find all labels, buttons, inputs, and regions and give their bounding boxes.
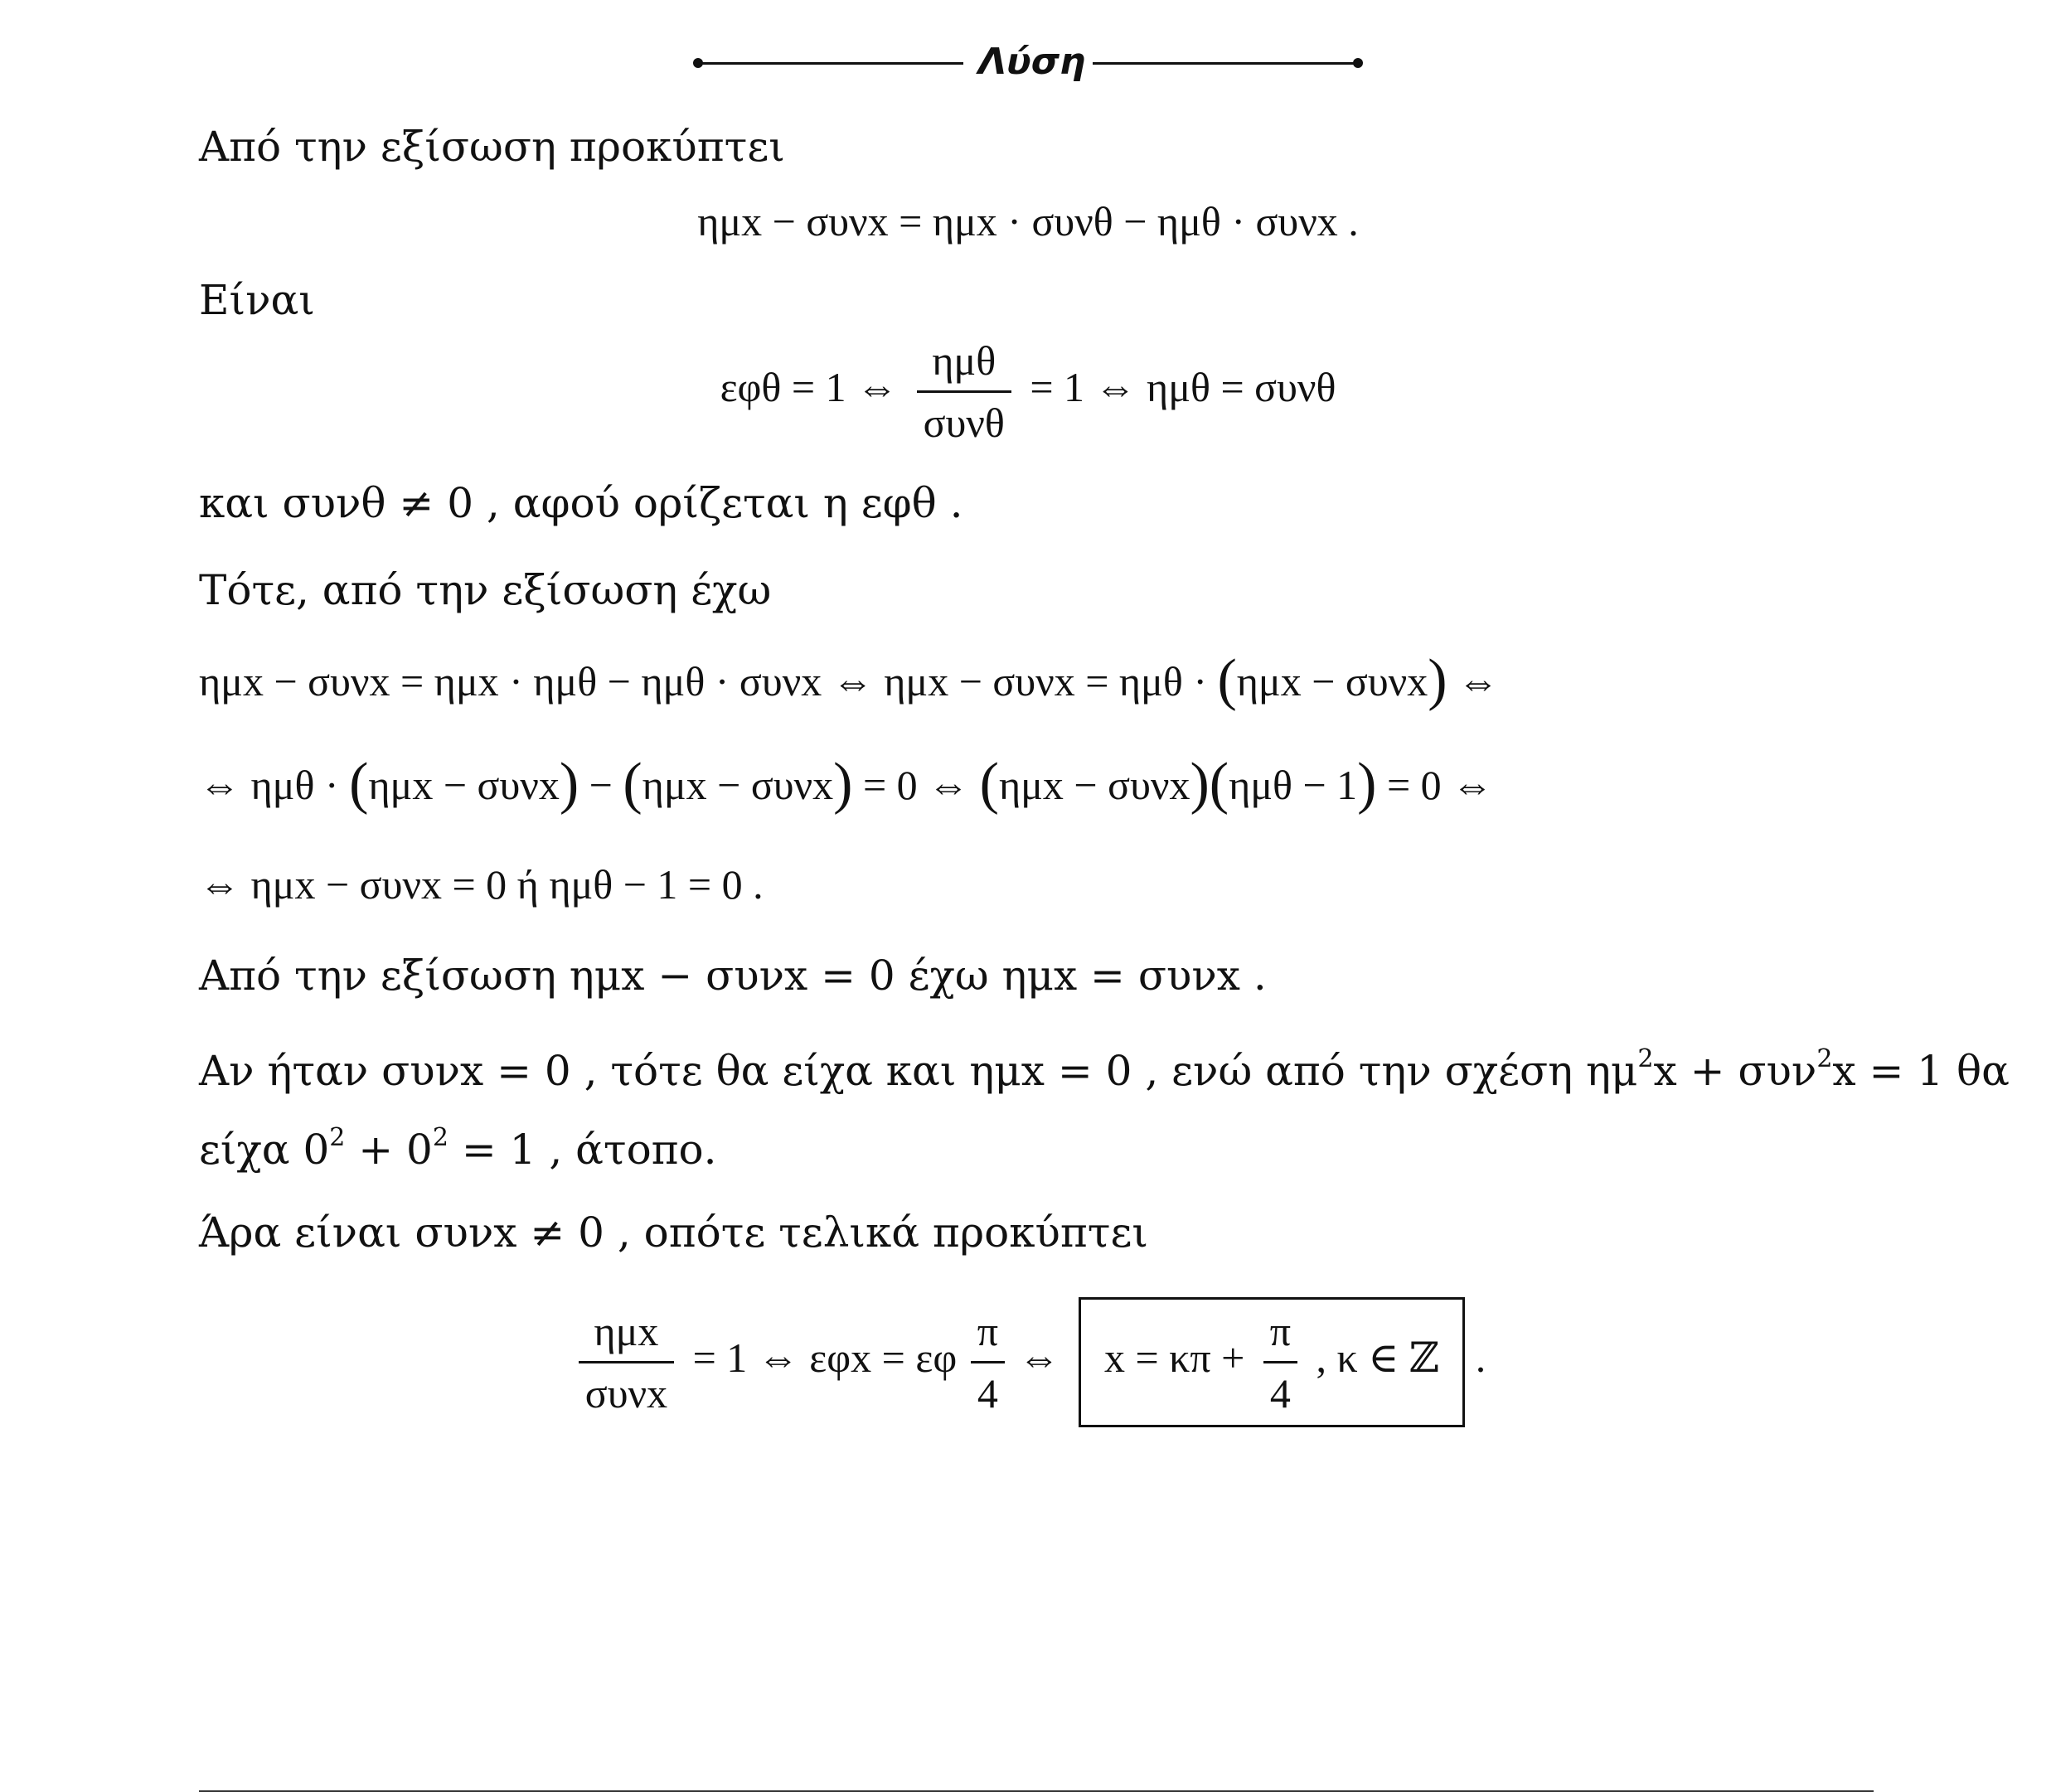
eq3-part-a: ημx − συνx = ημx · ημθ − ημθ · συνx ⇔ ημx − συνx = ημθ · xyxy=(199,658,1207,705)
paren-open: ( xyxy=(349,752,369,816)
l6-part-a: Αν ήταν συνx = 0 , τότε θα είχα και ημx = 0 , ενώ από την σχέση ημ xyxy=(199,1047,1638,1095)
superscript-2: 2 xyxy=(329,1123,346,1152)
text-line-intro: Από την εξίσωση προκύπτει xyxy=(199,123,785,171)
equation-3 xyxy=(199,648,1500,712)
equation-6 xyxy=(0,1297,2056,1427)
l6-part-b: x + συν xyxy=(1653,1047,1817,1095)
l7-part-a: είχα 0 xyxy=(199,1126,330,1174)
eq4-part-b: ημx − συνx xyxy=(368,762,560,808)
l7-part-c: = 1 , άτοπο. xyxy=(448,1126,717,1174)
paren-close: ) xyxy=(1428,648,1447,712)
eq3-part-c: ⇔ xyxy=(1457,658,1500,705)
section-header xyxy=(0,33,2056,91)
eq4-part-h: = 0 ⇔ xyxy=(1386,762,1494,808)
box-part-a: x = κπ + xyxy=(1103,1334,1245,1381)
l7-part-b: + 0 xyxy=(345,1126,433,1174)
paren-close: ) xyxy=(1190,752,1210,816)
paren-close: ) xyxy=(559,752,579,816)
box-four: 4 xyxy=(1269,1370,1291,1417)
header-right-rule xyxy=(1093,62,1358,65)
superscript-2: 2 xyxy=(1637,1044,1654,1073)
superscript-2: 2 xyxy=(432,1123,449,1152)
final-answer-box xyxy=(1079,1297,1465,1427)
paren-open: ( xyxy=(1209,752,1229,816)
text-line-condition: και συνθ ≠ 0 , αφού ορίζεται η εφθ . xyxy=(199,479,963,527)
header-left-rule xyxy=(698,62,963,65)
eq6-fraction xyxy=(579,1306,674,1418)
eq6-arrow: ⇔ xyxy=(1018,1334,1060,1381)
eq2-denominator: συνθ xyxy=(923,400,1005,446)
text-line-an xyxy=(199,1044,2010,1097)
eq2-left: εφθ = 1 ⇔ xyxy=(720,363,899,410)
eq6-pi-fraction xyxy=(971,1306,1005,1418)
box-pi-fraction xyxy=(1263,1306,1297,1418)
eq4-part-e: = 0 ⇔ xyxy=(862,762,970,808)
equation-5: ⇔ ημx − συνx = 0 ή ημθ − 1 = 0 . xyxy=(199,861,764,908)
text-line-eixa xyxy=(199,1123,717,1176)
paren-close: ) xyxy=(1357,752,1377,816)
eq6-end-period: . xyxy=(1475,1334,1486,1381)
equation-4 xyxy=(199,752,1494,816)
eq4-part-a: ⇔ ημθ · xyxy=(199,762,339,808)
eq6-middle: = 1 ⇔ εφx = εφ xyxy=(692,1334,958,1381)
eq2-fraction xyxy=(917,336,1011,448)
text-line-apo: Από την εξίσωση ημx − συνx = 0 έχω ημx = συνx . xyxy=(199,952,1267,1000)
paren-open: ( xyxy=(623,752,642,816)
box-pi: π xyxy=(1263,1306,1297,1363)
eq4-part-d: ημx − συνx xyxy=(642,762,834,808)
superscript-2: 2 xyxy=(1816,1044,1833,1073)
equation-1: ημx − συνx = ημx · συνθ − ημθ · συνx . xyxy=(697,198,1359,245)
equation-2 xyxy=(0,336,2056,448)
text-line-einai: Είναι xyxy=(199,276,315,324)
eq2-right: = 1 ⇔ ημθ = συνθ xyxy=(1030,363,1336,410)
eq6-numerator: ημx xyxy=(579,1306,674,1363)
header-title: Λύση xyxy=(978,41,1086,83)
eq2-numerator: ημθ xyxy=(917,336,1011,393)
text-line-tote: Τότε, από την εξίσωση έχω xyxy=(199,566,772,614)
box-part-b: , κ ∈ ℤ xyxy=(1316,1334,1440,1381)
paren-close: ) xyxy=(833,752,853,816)
text-line-ara: Άρα είναι συνx ≠ 0 , οπότε τελικά προκύπτει xyxy=(199,1208,1148,1257)
eq6-denominator: συνx xyxy=(584,1370,668,1417)
eq4-part-f: ημx − συνx xyxy=(998,762,1190,808)
header-right-dot xyxy=(1353,58,1363,68)
eq4-part-g: ημθ − 1 xyxy=(1229,762,1358,808)
l6-part-c: x = 1 θα xyxy=(1832,1047,2010,1095)
eq6-four: 4 xyxy=(977,1370,998,1417)
eq3-part-b: ημx − συνx xyxy=(1236,658,1428,705)
eq4-part-c: − xyxy=(589,762,613,808)
paren-open: ( xyxy=(1217,648,1237,712)
paren-open: ( xyxy=(979,752,999,816)
eq6-pi: π xyxy=(971,1306,1005,1363)
